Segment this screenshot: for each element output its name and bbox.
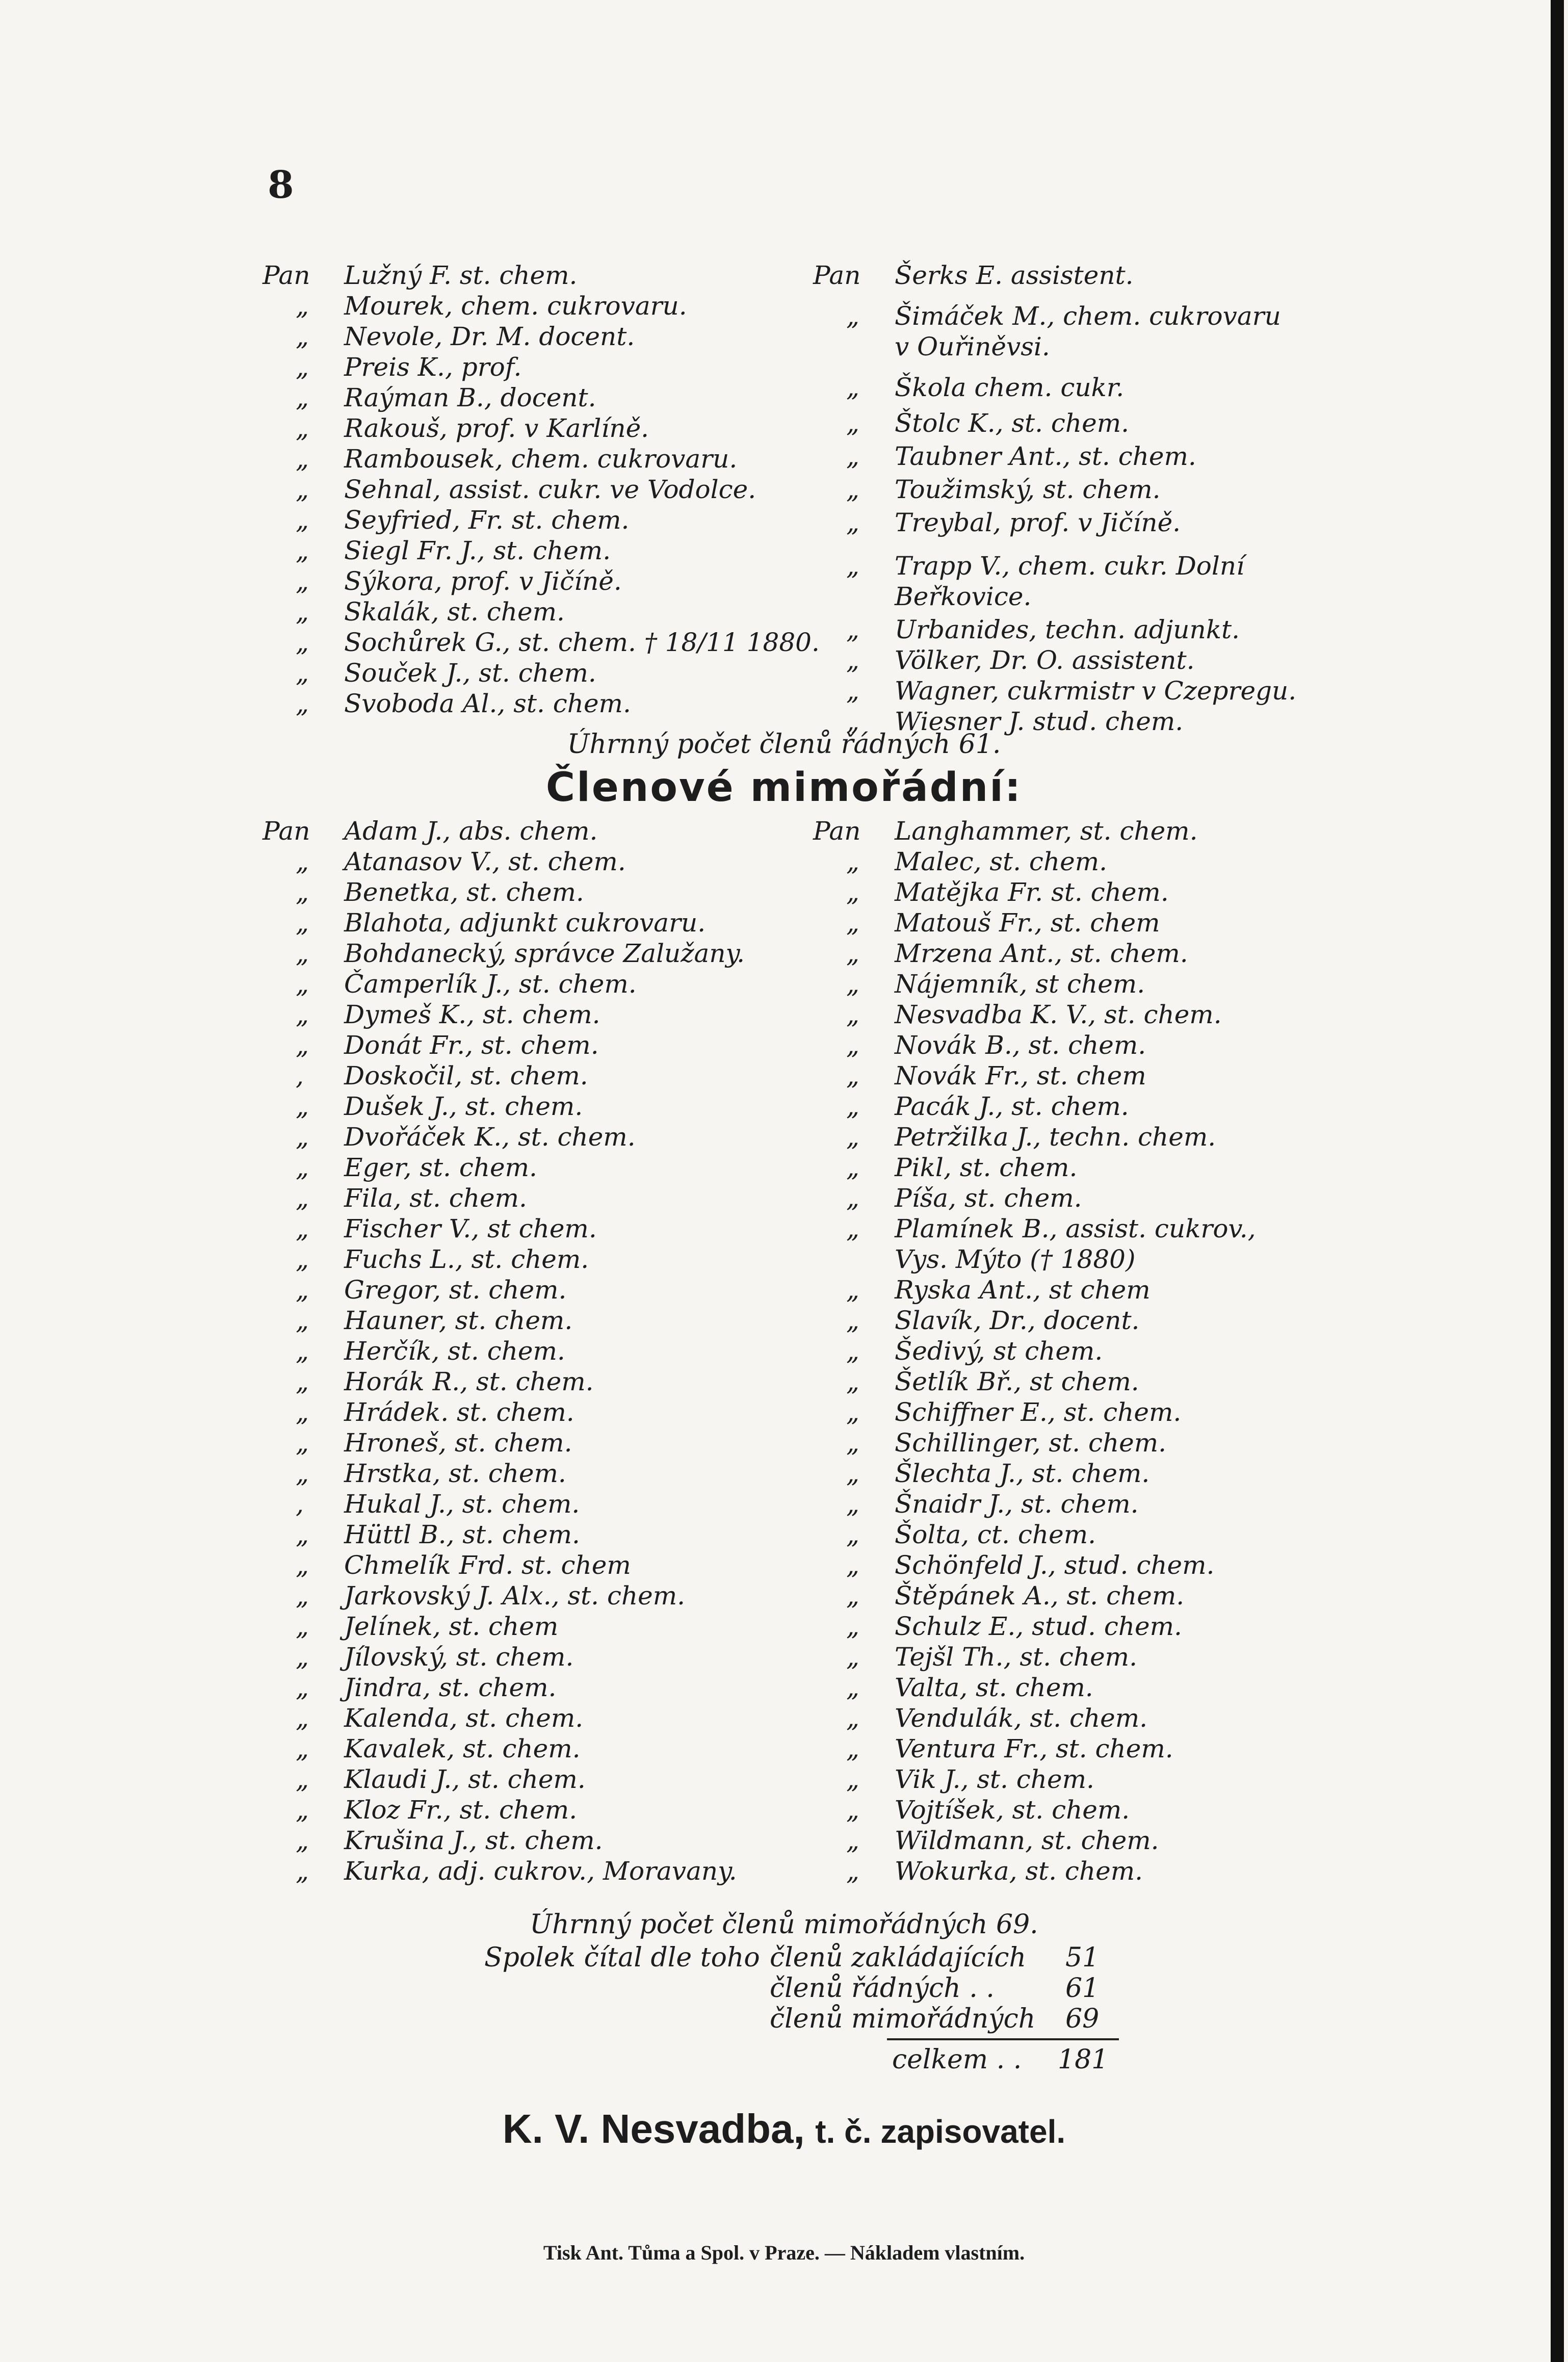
member-name: Fila, st. chem. [344, 1183, 527, 1213]
list-marker: „ [296, 1122, 309, 1152]
list-marker: „ [296, 1520, 309, 1549]
member-name: Doskočil, st. chem. [344, 1061, 588, 1091]
member-name: Tejšl Th., st. chem. [895, 1642, 1137, 1672]
member-name: Schulz E., stud. chem. [895, 1612, 1182, 1641]
list-marker: „ [296, 1153, 309, 1182]
member-name: Vik J., st. chem. [895, 1764, 1094, 1794]
list-marker: „ [846, 1856, 859, 1886]
member-name: Ryska Ant., st chem [895, 1275, 1151, 1305]
member-name: Chmelík Frd. st. chem [344, 1550, 631, 1580]
list-marker: „ [846, 442, 859, 471]
list-marker: „ [296, 847, 309, 876]
list-marker: „ [296, 1826, 309, 1855]
member-name: Jílovský, st. chem. [344, 1642, 574, 1672]
member-name: Raýman B., docent. [344, 383, 596, 412]
list-marker: „ [846, 877, 859, 907]
member-name: Šetlík Bř., st chem. [895, 1367, 1139, 1396]
summary-value: 51 [1065, 1942, 1100, 1973]
summary-total-label: celkem . . [892, 2044, 1022, 2075]
member-name: Fuchs L., st. chem. [344, 1244, 589, 1274]
list-marker: „ [846, 676, 859, 706]
member-name: Nájemník, st chem. [895, 969, 1145, 999]
list-marker: „ [296, 658, 309, 688]
member-name: Mourek, chem. cukrovaru. [344, 291, 687, 321]
list-marker: „ [846, 1489, 859, 1519]
list-marker: „ [846, 1214, 859, 1243]
list-marker: „ [296, 1459, 309, 1488]
list-marker: „ [846, 1520, 859, 1549]
list-marker: „ [846, 1550, 859, 1580]
list-marker: „ [846, 551, 859, 581]
list-marker: Pan [813, 816, 861, 846]
list-marker: „ [846, 1826, 859, 1855]
member-name: Ventura Fr., st. chem. [895, 1734, 1173, 1763]
list-marker: „ [296, 1703, 309, 1733]
member-name: Adam J., abs. chem. [344, 816, 598, 846]
member-name: Čamperlík J., st. chem. [344, 969, 637, 999]
member-name: Nesvadba K. V., st. chem. [895, 1000, 1222, 1029]
member-name: Štolc K., st. chem. [895, 408, 1130, 438]
list-marker: „ [296, 536, 309, 565]
member-name-continuation: v Ouřiněvsi. [895, 332, 1050, 361]
member-name: Hüttl B., st. chem. [344, 1520, 580, 1549]
list-marker: „ [296, 1612, 309, 1641]
list-marker: „ [846, 301, 859, 331]
list-marker: „ [846, 1092, 859, 1121]
list-marker: „ [296, 1795, 309, 1825]
list-marker: „ [296, 444, 309, 474]
list-marker: „ [846, 1367, 859, 1396]
printer-footer: Tisk Ant. Tůma a Spol. v Praze. — Nákladem vlastním. [543, 2241, 1025, 2264]
member-name: Jelínek, st. chem [344, 1612, 559, 1641]
member-name: Toužimský, st. chem. [895, 475, 1161, 504]
list-marker: „ [296, 1030, 309, 1060]
list-marker: „ [846, 1336, 859, 1366]
member-name: Blahota, adjunkt cukrovaru. [344, 908, 706, 938]
member-name: Kalenda, st. chem. [344, 1703, 584, 1733]
member-name: Jarkovský J. Alx., st. chem. [344, 1581, 686, 1611]
list-marker: „ [846, 1275, 859, 1305]
list-marker: „ [846, 1122, 859, 1152]
list-marker: „ [296, 1550, 309, 1580]
list-marker: „ [846, 615, 859, 644]
member-name: Rakouš, prof. v Karlíně. [344, 413, 649, 443]
list-marker: Pan [263, 261, 310, 290]
member-name: Souček J., st. chem. [344, 658, 596, 688]
member-name: Atanasov V., st. chem. [344, 847, 626, 876]
summary-total-value: 181 [1058, 2044, 1109, 2075]
list-marker: „ [846, 373, 859, 402]
member-name: Preis K., prof. [344, 352, 522, 382]
list-marker: „ [846, 1153, 859, 1182]
member-name: Sýkora, prof. v Jičíně. [344, 566, 622, 596]
list-marker: „ [296, 1856, 309, 1886]
member-name: Hroneš, st. chem. [344, 1428, 572, 1458]
member-name: Fischer V., st chem. [344, 1214, 597, 1243]
member-name: Šlechta J., st. chem. [895, 1459, 1150, 1488]
list-marker: „ [846, 1703, 859, 1733]
member-name: Donát Fr., st. chem. [344, 1030, 599, 1060]
member-name: Dymeš K., st. chem. [344, 1000, 600, 1029]
member-name: Plamínek B., assist. cukrov., [895, 1214, 1256, 1243]
member-name: Dvořáček K., st. chem. [344, 1122, 636, 1152]
member-name: Pikl, st. chem. [895, 1153, 1078, 1182]
list-marker: „ [846, 939, 859, 968]
list-marker: „ [296, 689, 309, 718]
member-name: Pacák J., st. chem. [895, 1092, 1129, 1121]
list-marker: „ [296, 1367, 309, 1396]
member-name: Herčík, st. chem. [344, 1336, 565, 1366]
member-name: Šolta, ct. chem. [895, 1520, 1096, 1549]
member-name: Kurka, adj. cukrov., Moravany. [344, 1856, 737, 1886]
list-marker: „ [296, 1673, 309, 1702]
member-name: Völker, Dr. O. assistent. [895, 645, 1195, 675]
list-marker: „ [846, 1306, 859, 1335]
list-marker: „ [296, 1275, 309, 1305]
member-name: Jindra, st. chem. [344, 1673, 557, 1702]
member-name: Wildmann, st. chem. [895, 1826, 1159, 1855]
member-name: Kloz Fr., st. chem. [344, 1795, 578, 1825]
list-marker: „ [846, 1581, 859, 1611]
list-marker: „ [846, 707, 859, 736]
member-name: Novák Fr., st. chem [895, 1061, 1146, 1091]
member-name: Sochůrek G., st. chem. † 18/11 1880. [344, 628, 820, 657]
list-marker: „ [296, 383, 309, 412]
member-name: Seyfried, Fr. st. chem. [344, 505, 630, 535]
member-name: Vendulák, st. chem. [895, 1703, 1148, 1733]
summary-label: členů řádných . . [770, 1973, 995, 2004]
member-name: Píša, st. chem. [895, 1183, 1082, 1213]
list-marker: „ [296, 1336, 309, 1366]
member-name: Novák B., st. chem. [895, 1030, 1146, 1060]
list-marker: „ [296, 1214, 309, 1243]
list-marker: „ [846, 969, 859, 999]
member-name: Hukal J., st. chem. [344, 1489, 580, 1519]
member-name: Eger, st. chem. [344, 1153, 537, 1182]
list-marker: „ [846, 1061, 859, 1091]
list-marker: „ [846, 1764, 859, 1794]
list-marker: „ [296, 877, 309, 907]
list-marker: „ [296, 1244, 309, 1274]
member-name: Petržilka J., techn. chem. [895, 1122, 1216, 1152]
member-name: Horák R., st. chem. [344, 1367, 594, 1396]
member-name: Šerks E. assistent. [895, 261, 1134, 290]
list-marker: „ [846, 1459, 859, 1488]
member-name: Škola chem. cukr. [895, 373, 1125, 402]
member-name: Dušek J., st. chem. [344, 1092, 583, 1121]
member-name: Mrzena Ant., st. chem. [895, 939, 1188, 968]
member-name: Treybal, prof. v Jičíně. [895, 508, 1181, 537]
regular-members-total: Úhrnný počet členů řádných 61. [567, 729, 1001, 760]
list-marker: „ [846, 908, 859, 938]
member-name: Schiffner E., st. chem. [895, 1397, 1182, 1427]
page-edge-border [1551, 0, 1564, 2362]
member-name: Bohdanecký, správce Zalužany. [344, 939, 745, 968]
list-marker: „ [296, 566, 309, 596]
member-name: Matouš Fr., st. chem [895, 908, 1160, 938]
member-name: Šnaidr J., st. chem. [895, 1489, 1139, 1519]
member-name: Vojtíšek, st. chem. [895, 1795, 1130, 1825]
member-name: Malec, st. chem. [895, 847, 1108, 876]
member-name: Šimáček M., chem. cukrovaru [895, 301, 1281, 331]
list-marker: „ [296, 322, 309, 351]
member-name-continuation: Beřkovice. [895, 582, 1032, 611]
member-name: Kavalek, st. chem. [344, 1734, 581, 1763]
member-name: Šedivý, st chem. [895, 1336, 1103, 1366]
list-marker: „ [846, 645, 859, 675]
list-marker: „ [846, 408, 859, 438]
signature-name: K. V. Nesvadba, [502, 2106, 805, 2151]
member-name: Taubner Ant., st. chem. [895, 442, 1196, 471]
member-name: Gregor, st. chem. [344, 1275, 567, 1305]
signature-line [0, 2106, 1568, 2152]
member-name: Krušina J., st. chem. [344, 1826, 603, 1855]
member-name: Wiesner J. stud. chem. [895, 707, 1184, 736]
member-name: Urbanides, techn. adjunkt. [895, 615, 1240, 644]
member-name: Rambousek, chem. cukrovaru. [344, 444, 738, 474]
member-name: Wokurka, st. chem. [895, 1856, 1143, 1886]
list-marker: Pan [813, 261, 861, 290]
list-marker: „ [846, 1642, 859, 1672]
signature-role: t. č. zapisovatel. [815, 2113, 1066, 2150]
list-marker: „ [296, 939, 309, 968]
extraordinary-members-total: Úhrnný počet členů mimořádných 69. [530, 1909, 1038, 1940]
list-marker: „ [296, 475, 309, 504]
member-name: Nevole, Dr. M. docent. [344, 322, 635, 351]
list-marker: „ [296, 969, 309, 999]
list-marker: „ [846, 1030, 859, 1060]
list-marker: „ [296, 1092, 309, 1121]
member-name: Schönfeld J., stud. chem. [895, 1550, 1215, 1580]
list-marker: , [296, 1489, 304, 1519]
list-marker: , [296, 1061, 304, 1091]
member-name: Štěpánek A., st. chem. [895, 1581, 1185, 1611]
list-marker: „ [846, 475, 859, 504]
list-marker: „ [846, 1673, 859, 1702]
list-marker: „ [296, 505, 309, 535]
list-marker: „ [296, 1000, 309, 1029]
member-name: Slavík, Dr., docent. [895, 1306, 1140, 1335]
extraordinary-members-heading: Členové mimořádní: [545, 765, 1023, 811]
member-name: Hrádek. st. chem. [344, 1397, 574, 1427]
member-name: Matějka Fr. st. chem. [895, 877, 1169, 907]
list-marker: „ [296, 1306, 309, 1335]
list-marker: „ [296, 352, 309, 382]
member-name: Lužný F. st. chem. [344, 261, 578, 290]
list-marker: „ [846, 508, 859, 537]
member-name-continuation: Vys. Mýto († 1880) [895, 1244, 1136, 1274]
list-marker: „ [296, 1397, 309, 1427]
summary-value: 61 [1065, 1973, 1100, 2004]
list-marker: „ [846, 847, 859, 876]
list-marker: „ [846, 1000, 859, 1029]
list-marker: „ [296, 597, 309, 627]
list-marker: „ [296, 1581, 309, 1611]
list-marker: „ [296, 908, 309, 938]
summary-intro: Spolek čítal dle toho [484, 1942, 760, 1973]
member-name: Valta, st. chem. [895, 1673, 1093, 1702]
member-name: Siegl Fr. J., st. chem. [344, 536, 611, 565]
member-name: Svoboda Al., st. chem. [344, 689, 631, 718]
member-name: Benetka, st. chem. [344, 877, 584, 907]
list-marker: „ [296, 1764, 309, 1794]
list-marker: „ [296, 1183, 309, 1213]
member-name: Hauner, st. chem. [344, 1306, 573, 1335]
list-marker: „ [296, 1428, 309, 1458]
list-marker: „ [846, 1183, 859, 1213]
list-marker: „ [846, 1428, 859, 1458]
summary-value: 69 [1065, 2004, 1100, 2034]
summary-total-rule [887, 2038, 1119, 2040]
summary-label: členů mimořádných [770, 2004, 1036, 2034]
page-number: 8 [268, 163, 294, 207]
member-name: Langhammer, st. chem. [895, 816, 1198, 846]
list-marker: „ [846, 1795, 859, 1825]
list-marker: „ [296, 1734, 309, 1763]
member-name: Wagner, cukrmistr v Czepregu. [895, 676, 1297, 706]
member-name: Hrstka, st. chem. [344, 1459, 566, 1488]
member-name: Skalák, st. chem. [344, 597, 565, 627]
list-marker: „ [296, 628, 309, 657]
list-marker: „ [846, 1734, 859, 1763]
list-marker: „ [296, 413, 309, 443]
list-marker: „ [296, 1642, 309, 1672]
list-marker: „ [846, 1612, 859, 1641]
member-name: Klaudi J., st. chem. [344, 1764, 586, 1794]
member-name: Sehnal, assist. cukr. ve Vodolce. [344, 475, 756, 504]
member-name: Trapp V., chem. cukr. Dolní [895, 551, 1245, 581]
list-marker: „ [846, 1397, 859, 1427]
list-marker: Pan [263, 816, 310, 846]
summary-label: členů zakládajících [770, 1942, 1026, 1973]
member-name: Schillinger, st. chem. [895, 1428, 1167, 1458]
list-marker: „ [296, 291, 309, 321]
